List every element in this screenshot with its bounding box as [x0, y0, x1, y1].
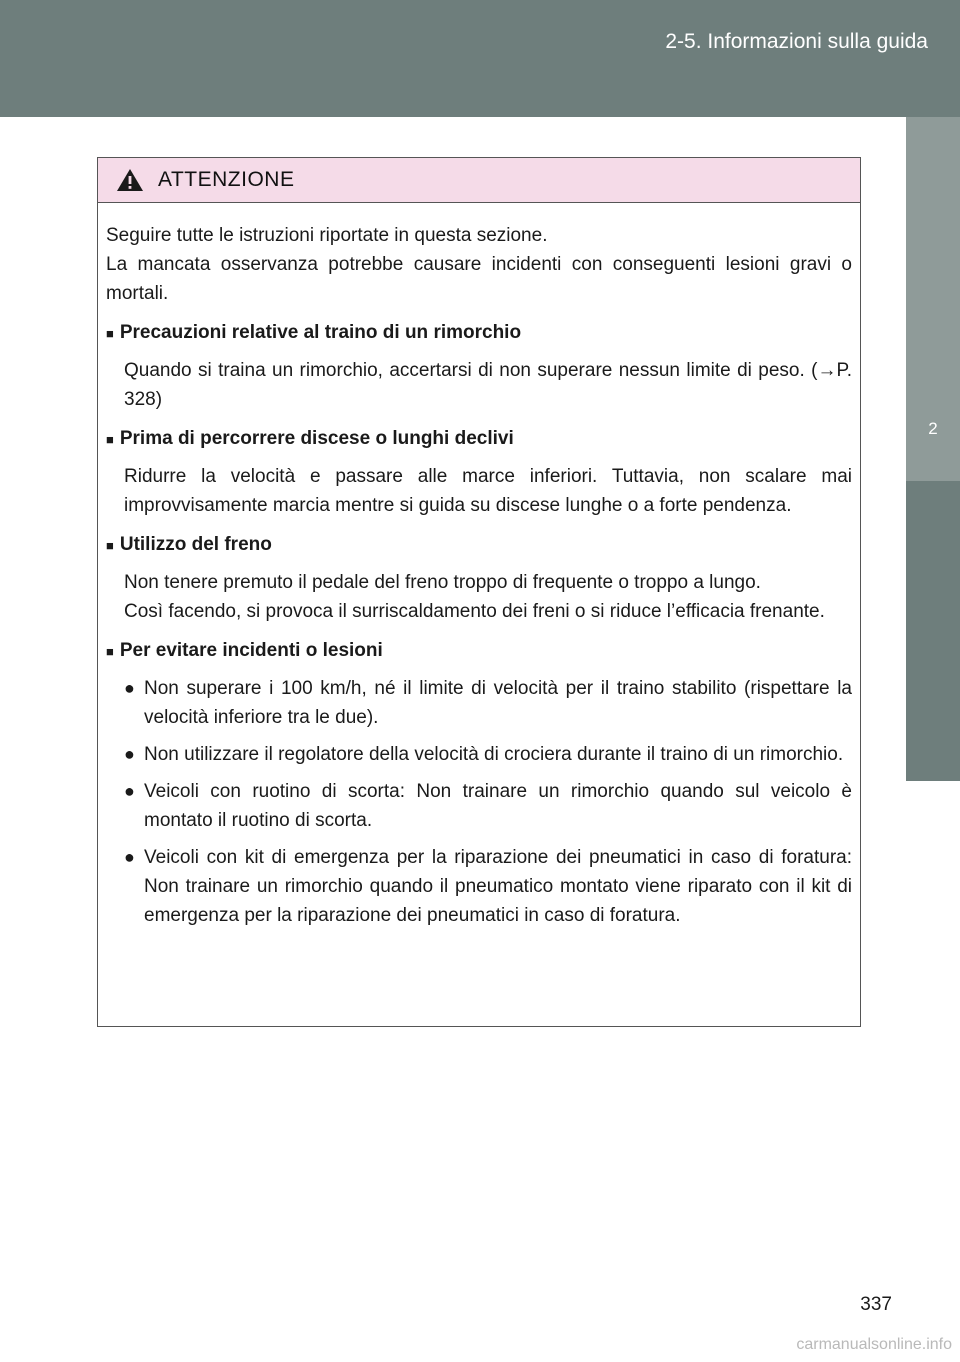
section-heading-text: Utilizzo del freno: [119, 534, 272, 555]
list-item-text: Veicoli con ruotino di scorta: Non trainare un rimorchio quando sul veicolo è montato il ruotino di scorta.: [144, 781, 852, 831]
warning-header: [98, 158, 860, 203]
black-square-icon: ■: [106, 432, 114, 447]
chapter-label: Durante la guida: [923, 946, 944, 1080]
section-heading-text: Precauzioni relative al traino di un rimorchio: [119, 322, 522, 343]
section-paragraph: Non tenere premuto il pedale del freno troppo di frequente o troppo a lungo.: [124, 572, 761, 593]
black-circle-icon: ●: [124, 678, 135, 698]
list-item: [124, 777, 852, 835]
page-number: 337: [860, 1294, 892, 1315]
section-title: 2-5. Informazioni sulla guida: [665, 30, 928, 53]
black-square-icon: ■: [106, 538, 114, 553]
list-item-text: Non utilizzare il regolatore della velocità di crociera durante il traino di un rimorchio.: [144, 744, 844, 765]
side-tab-lower: [906, 481, 960, 1080]
list-item: [124, 843, 852, 930]
section-heading: [106, 530, 852, 560]
warning-body: [98, 203, 860, 930]
black-circle-icon: ●: [124, 744, 135, 764]
warning-triangle-icon: [116, 168, 144, 192]
list-item-text: Non superare i 100 km/h, né il limite di velocità per il traino stabilito (rispettare la velocità inferiore tra le due).: [144, 678, 852, 728]
black-square-icon: ■: [106, 644, 114, 659]
section-heading: [106, 318, 852, 348]
section-downhill: [106, 424, 852, 520]
side-tab-upper: [906, 117, 960, 481]
black-circle-icon: ●: [124, 781, 135, 801]
section-paragraph: Ridurre la velocità e passare alle marce inferiori. Tuttavia, non scalare mai improvvisamente marcia mentre si guida su discese lunghe o a forte pendenza.: [124, 466, 852, 516]
section-brake-use: [106, 530, 852, 626]
section-avoid-accidents: [106, 636, 852, 930]
section-paragraph: Così facendo, si provoca il surriscaldamento dei freni o si riduce l’efficacia frenante.: [124, 601, 825, 622]
list-item: [124, 740, 852, 769]
intro-line: La mancata osservanza potrebbe causare incidenti con conseguenti lesioni gravi o mortali.: [106, 254, 852, 304]
intro-line: Seguire tutte le istruzioni riportate in questa sezione.: [106, 225, 548, 246]
list-item-text: Veicoli con kit di emergenza per la riparazione dei pneumatici in caso di foratura: Non trainare un rimorchio quando il pneumatico montato viene riparato con il kit di emergenza per la riparazione dei pneumatici in caso di foratura.: [144, 847, 852, 926]
black-circle-icon: ●: [124, 847, 135, 867]
page-header: [0, 0, 960, 117]
section-heading-text: Prima di percorrere discese o lunghi declivi: [119, 428, 514, 449]
section-paragraph: Quando si traina un rimorchio, accertarsi di non superare nessun limite di peso. (→P. 328): [124, 360, 852, 410]
section-heading: [106, 636, 852, 666]
section-heading: [106, 424, 852, 454]
black-square-icon: ■: [106, 326, 114, 341]
watermark: carmanualsonline.info: [796, 1336, 952, 1353]
chapter-number: 2: [928, 419, 938, 438]
warning-title: ATTENZIONE: [158, 168, 295, 191]
section-towing-precautions: [106, 318, 852, 414]
section-heading-text: Per evitare incidenti o lesioni: [119, 640, 383, 661]
chapter-side-tab: [906, 117, 960, 1362]
list-item: [124, 674, 852, 732]
warning-box: [97, 157, 861, 1027]
